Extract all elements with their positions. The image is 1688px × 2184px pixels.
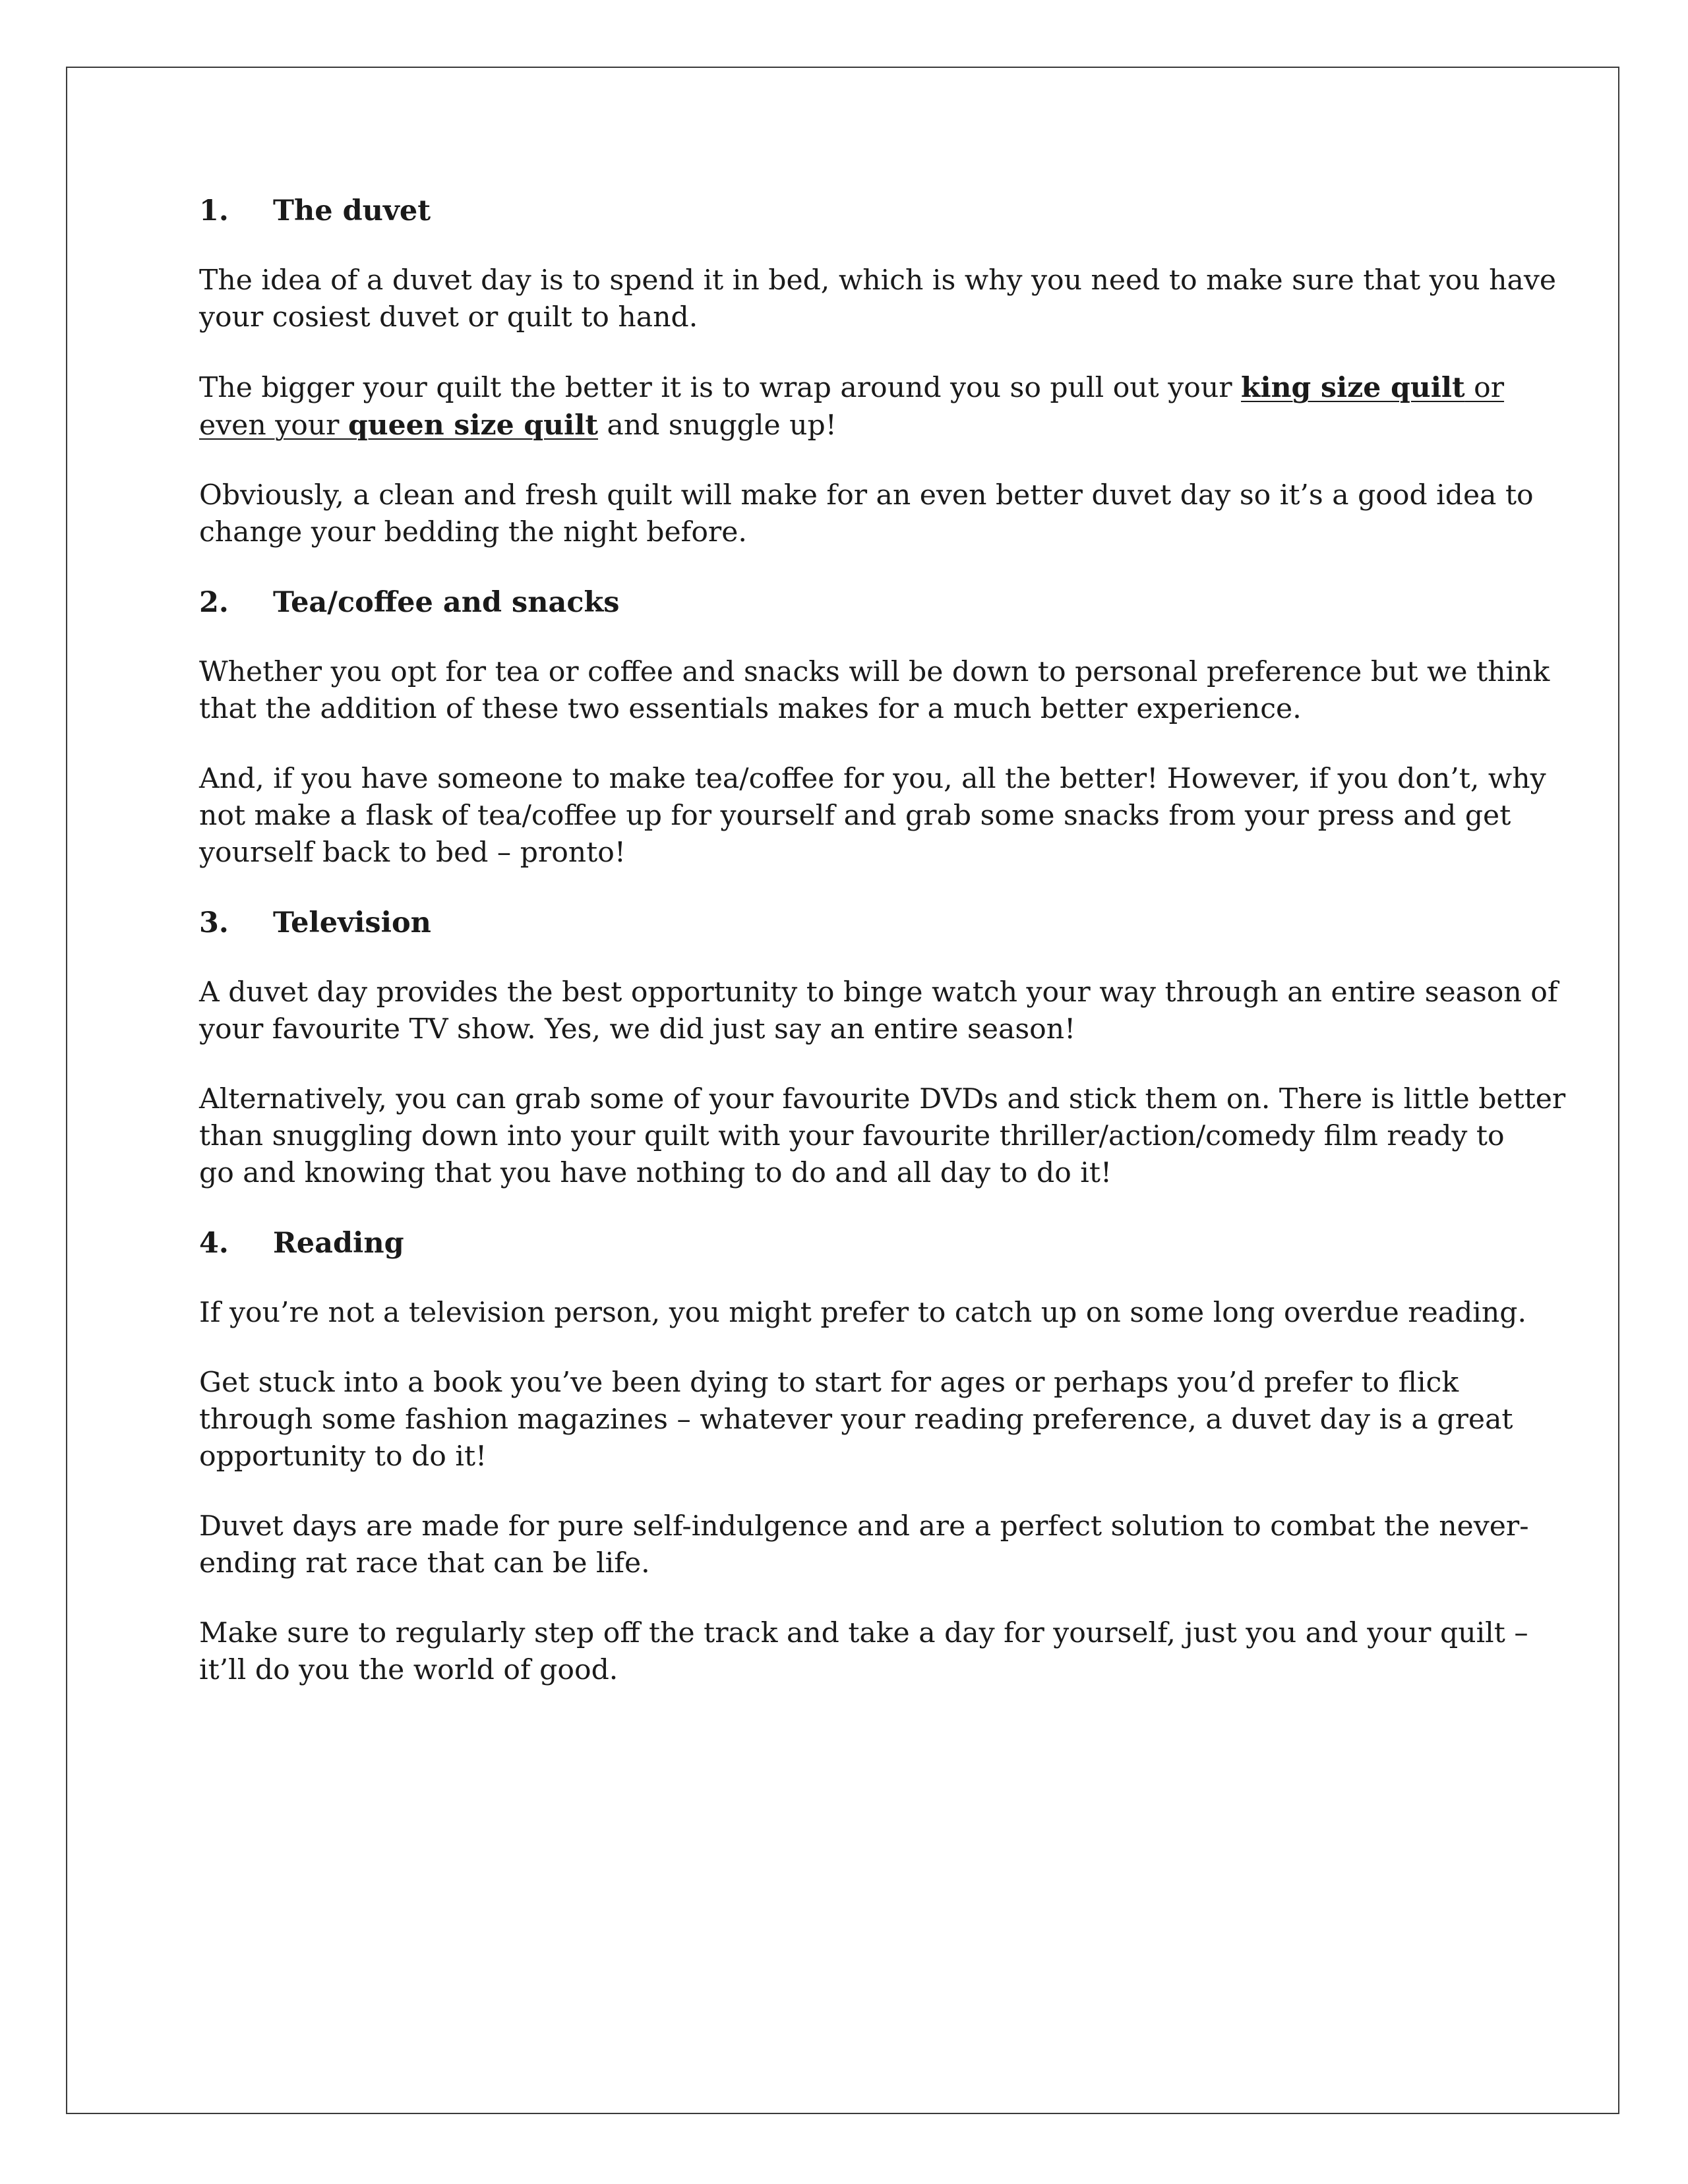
text-line: it’ll do you the world of good.	[199, 1654, 618, 1686]
text-line: change your bedding the night before.	[199, 516, 747, 548]
section-number: 4.	[199, 1227, 229, 1260]
paragraph	[199, 1508, 1529, 1582]
text-line: go and knowing that you have nothing to do and all day to do it!	[199, 1157, 1112, 1189]
text-line: Alternatively, you can grab some of your favourite DVDs and stick them on. There is little better	[199, 1083, 1566, 1115]
section-title: Television	[273, 906, 431, 939]
text-line: opportunity to do it!	[199, 1440, 487, 1473]
text-line: Make sure to regularly step off the track and take a day for yourself, just you and your quilt –	[199, 1617, 1528, 1649]
text-line	[199, 369, 1511, 407]
text-fragment: even your	[199, 409, 348, 442]
text-fragment: and snuggle up!	[597, 409, 837, 442]
paragraph	[199, 477, 1534, 551]
section-heading-duvet	[199, 192, 1511, 229]
text-line: ending rat race that can be life.	[199, 1547, 650, 1579]
king-size-quilt-link[interactable]	[1241, 372, 1504, 404]
text-line: A duvet day provides the best opportunity to binge watch your way through an entire season of	[199, 976, 1558, 1009]
paragraph	[199, 1295, 1526, 1332]
section-number: 2.	[199, 586, 229, 619]
section-number: 1.	[199, 194, 229, 227]
text-line: The idea of a duvet day is to spend it in bed, which is why you need to make sure that you have	[199, 264, 1557, 297]
text-line: Whether you opt for tea or coffee and snacks will be down to personal preference but we think	[199, 656, 1550, 688]
document-body	[199, 192, 1566, 1722]
text-line: not make a flask of tea/coffee up for yourself and grab some snacks from your press and get	[199, 800, 1511, 832]
paragraph	[199, 1615, 1528, 1689]
section-title: Reading	[273, 1227, 404, 1260]
paragraph	[199, 1365, 1511, 1475]
queen-size-quilt-link[interactable]	[199, 409, 598, 442]
link-label: queen size quilt	[348, 409, 598, 442]
text-line: through some fashion magazines – whatever your reading preference, a duvet day is a great	[199, 1403, 1513, 1436]
paragraph	[199, 974, 1558, 1048]
text-line: Obviously, a clean and fresh quilt will make for an even better duvet day so it’s a good idea to	[199, 479, 1534, 512]
section-title: The duvet	[273, 194, 431, 227]
paragraph	[199, 1081, 1566, 1192]
text-fragment: The bigger your quilt the better it is to wrap around you so pull out your	[199, 372, 1242, 404]
section-number: 3.	[199, 906, 229, 939]
section-title: Tea/coffee and snacks	[273, 586, 620, 619]
paragraph	[199, 654, 1550, 728]
text-line: than snuggling down into your quilt with your favourite thriller/action/comedy film ready to	[199, 1120, 1505, 1152]
text-line: your cosiest duvet or quilt to hand.	[199, 301, 698, 334]
section-heading-television	[199, 904, 1511, 941]
section-heading-tea-coffee	[199, 584, 1511, 621]
text-line: yourself back to bed – pronto!	[199, 837, 626, 869]
text-line: And, if you have someone to make tea/coffee for you, all the better! However, if you don’t, why	[199, 763, 1546, 795]
text-line: your favourite TV show. Yes, we did just say an entire season!	[199, 1013, 1076, 1046]
text-fragment: or	[1464, 372, 1505, 404]
text-line	[199, 407, 1511, 444]
paragraph-quilt-links	[199, 369, 1511, 444]
paragraph	[199, 761, 1546, 871]
text-line: Duvet days are made for pure self-indulgence and are a perfect solution to combat the never-	[199, 1510, 1529, 1543]
text-line: If you’re not a television person, you might prefer to catch up on some long overdue reading.	[199, 1297, 1526, 1329]
paragraph	[199, 262, 1557, 336]
section-heading-reading	[199, 1225, 1511, 1262]
text-line: that the addition of these two essentials makes for a much better experience.	[199, 693, 1302, 725]
link-label: king size quilt	[1241, 371, 1465, 404]
text-line: Get stuck into a book you’ve been dying to start for ages or perhaps you’d prefer to flick	[199, 1367, 1459, 1399]
